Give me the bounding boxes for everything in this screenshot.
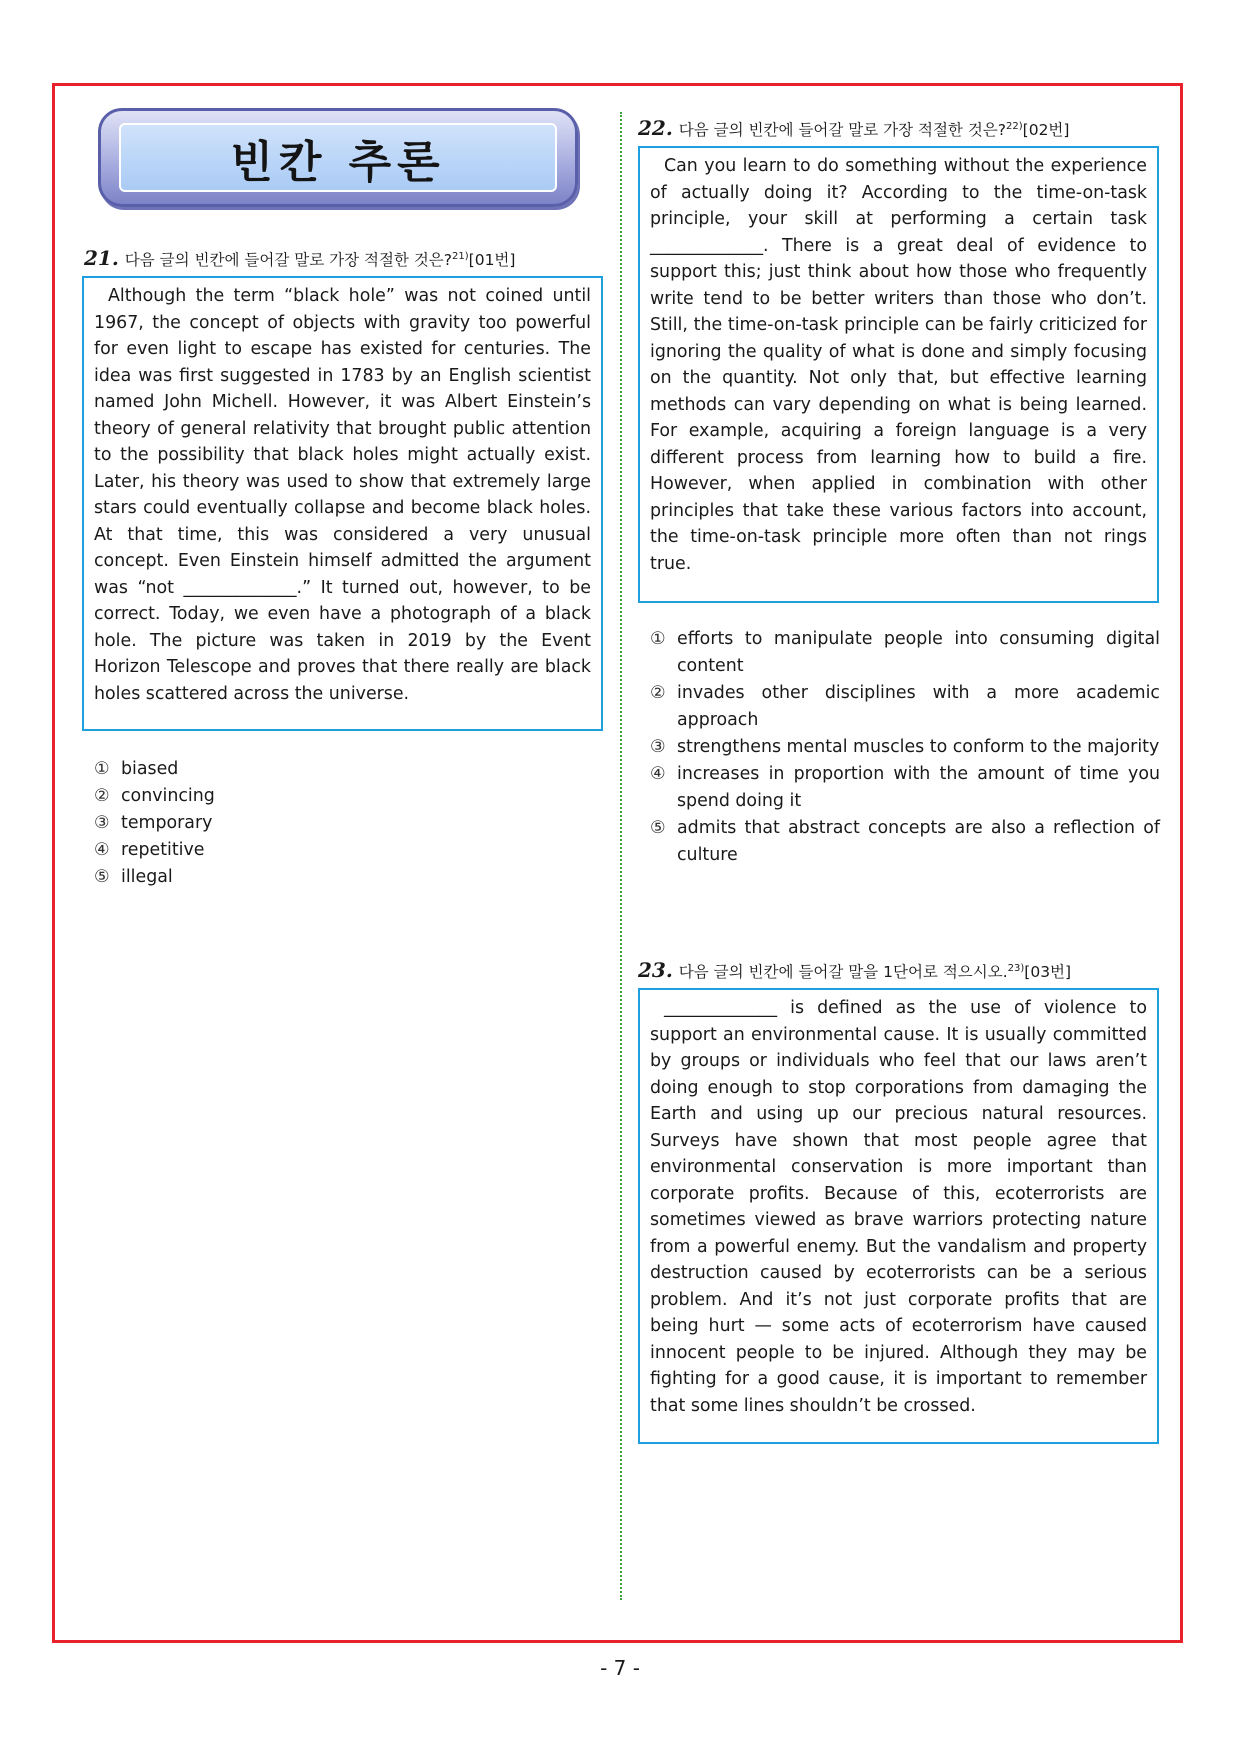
- question-21-passage: Although the term “black hole” was not coined until 1967, the concept of objects with gravity too powerful for even light to escape has existed for centuries. The idea was first suggested in 1783 by an English scientist named John Michell. However, it was Albert Einstein’s theory of general relativity that brought public attention to the possibility that black holes might actually exist. Later, his theory was used to show that extremely large stars could eventually collapse and become black holes. At that time, this was considered a very unusual concept. Even Einstein himself admitted the argument was “not _____________.” It turned out, however, to be correct. Today, we even have a photograph of a black hole. The picture was taken in 2019 by the Event Horizon Telescope and proves that there really are black holes scattered across the universe.: [94, 286, 591, 704]
- choice-text: invades other disciplines with a more academic approach: [677, 683, 1160, 730]
- choice-item[interactable]: [650, 815, 1160, 869]
- choice-mark: ③: [650, 737, 666, 757]
- column-divider: [620, 112, 622, 1600]
- choice-text: increases in proportion with the amount of time you spend doing it: [677, 764, 1160, 811]
- choice-mark: ④: [94, 840, 110, 860]
- choice-item[interactable]: [94, 810, 494, 837]
- question-21-tag: [01번]: [468, 251, 516, 269]
- choice-item[interactable]: [94, 837, 494, 864]
- choice-item[interactable]: [94, 864, 494, 891]
- question-21-passage-box: [82, 276, 603, 731]
- question-23-number: 23.: [638, 958, 673, 982]
- question-21-number: 21.: [84, 246, 119, 270]
- choice-text: admits that abstract concepts are also a reflection of culture: [677, 818, 1160, 865]
- choice-text: temporary: [121, 813, 213, 833]
- question-22-tag: [02번]: [1022, 121, 1070, 139]
- question-22-number: 22.: [638, 116, 673, 140]
- choice-text: convincing: [121, 786, 215, 806]
- section-title: 빈칸 추론: [230, 136, 446, 188]
- choice-mark: ②: [650, 683, 666, 703]
- choice-item[interactable]: [650, 734, 1160, 761]
- question-21-prompt: 다음 글의 빈칸에 들어갈 말로 가장 적절한 것은?: [124, 251, 453, 269]
- choice-text: illegal: [121, 867, 173, 887]
- question-22-footnote: 22): [1006, 120, 1023, 132]
- choice-item[interactable]: [650, 761, 1160, 815]
- question-21-header: [84, 246, 515, 270]
- question-23-footnote: 23): [1007, 962, 1025, 974]
- question-22-passage: Can you learn to do something without the experience of actually doing it? According to the time-on-task principle, your skill at performing a certain task _____________. There is a great deal of evidence to support this; just think about how those who frequently write tend to be better writers than those who don’t. Still, the time-on-task principle can be fairly criticized for ignoring the quality of what is done and simply focusing on the quantity. Not only that, but effective learning methods can vary depending on what is being learned. For example, acquiring a foreign language is a very different process from learning how to build a fire. However, when applied in combination with other principles that take these various factors into account, the time-on-task principle more often than not rings true.: [650, 156, 1147, 574]
- choice-item[interactable]: [94, 756, 494, 783]
- question-23-tag: [03번]: [1024, 963, 1072, 981]
- section-banner-inner: [119, 123, 557, 192]
- page-number: - 7 -: [600, 1656, 640, 1680]
- choice-item[interactable]: [94, 783, 494, 810]
- section-banner: [98, 108, 578, 207]
- choice-mark: ③: [94, 813, 110, 833]
- question-23-passage: _____________ is defined as the use of violence to support an environmental cause. It is usually committed by groups or individuals who feel that our laws aren’t doing enough to stop corporations from damaging the Earth and using up our precious natural resources. Surveys have shown that most people agree that environmental conservation is more important than corporate profits. Because of this, ecoterrorists are sometimes viewed as brave warriors protecting nature from a powerful enemy. But the vandalism and property destruction caused by ecoterrorists can be a serious problem. And it’s not just corporate profits that are being hurt — some acts of ecoterrorism have caused innocent people to be injured. Although they may be fighting for a good cause, it is important to remember that some lines shouldn’t be crossed.: [650, 998, 1147, 1416]
- choice-mark: ②: [94, 786, 110, 806]
- choice-mark: ④: [650, 764, 666, 784]
- choice-text: strengthens mental muscles to conform to the majority: [677, 737, 1160, 757]
- question-21-footnote: 21): [452, 250, 469, 262]
- choice-text: biased: [121, 759, 179, 779]
- choice-mark: ①: [94, 759, 110, 779]
- choice-item[interactable]: [650, 626, 1160, 680]
- choice-mark: ①: [650, 629, 666, 649]
- question-22-prompt: 다음 글의 빈칸에 들어갈 말로 가장 적절한 것은?: [678, 121, 1007, 139]
- choice-mark: ⑤: [94, 867, 110, 887]
- question-21-choices: [94, 756, 494, 891]
- question-23-prompt: 다음 글의 빈칸에 들어갈 말을 1단어로 적으시오.: [678, 963, 1008, 981]
- question-23-header: [638, 958, 1071, 982]
- question-22-choices: [650, 626, 1160, 869]
- choice-text: repetitive: [121, 840, 205, 860]
- choice-mark: ⑤: [650, 818, 666, 838]
- question-23-passage-box: [638, 988, 1159, 1444]
- question-22-passage-box: [638, 146, 1159, 603]
- choice-text: efforts to manipulate people into consuming digital content: [677, 629, 1160, 676]
- question-22-header: [638, 116, 1069, 140]
- choice-item[interactable]: [650, 680, 1160, 734]
